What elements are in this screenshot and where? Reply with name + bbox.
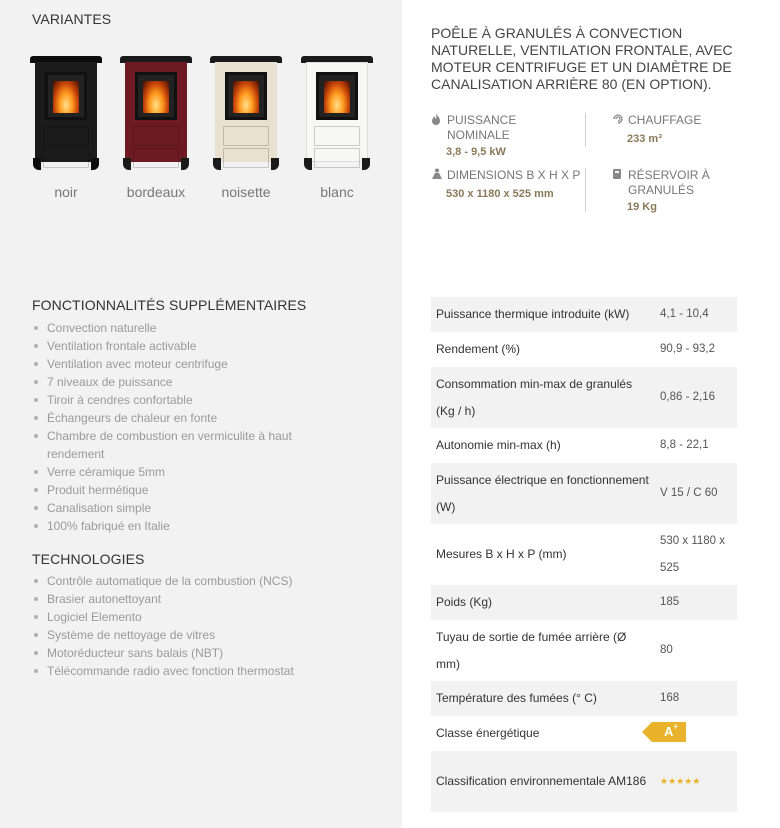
specs-table [431,297,737,812]
list-item: Logiciel Elemento [32,608,362,626]
table-row [431,681,737,716]
list-item: 7 niveaux de puissance [32,373,332,391]
list-item: Échangeurs de chaleur en fonte [32,409,332,427]
list-item: Télécommande radio avec fonction thermostat [32,662,362,680]
list-item: Canalisation simple [32,499,332,517]
spec-label: RÉSERVOIR À GRANULÉS [628,168,710,197]
spec-label: PUISSANCE NOMINALE [447,113,517,142]
spec-dimensions [431,168,581,200]
row-value: 4,1 - 10,4 [655,297,737,332]
spec-label: CHAUFFAGE [628,113,702,127]
list-item: Contrôle automatique de la combustion (NCS) [32,572,362,590]
divider [585,168,586,212]
technologies-title: TECHNOLOGIES [32,551,145,567]
table-row [431,297,737,332]
variant-label: noisette [221,184,271,200]
row-value [655,716,737,751]
stove-image-noisette [213,56,279,170]
list-item: Chambre de combustion en vermiculite à haut rendement [32,427,332,463]
spec-value: 530 x 1180 x 525 mm [446,188,554,200]
row-label: Puissance électrique en fonctionnement (W) [431,463,655,524]
spec-tank [612,168,742,213]
star-rating-icon: ★★★★★ [660,776,701,786]
technologies-list [32,572,362,680]
row-label: Tuyau de sortie de fumée arrière (Ø mm) [436,629,627,671]
spec-power [431,113,581,158]
energy-class-plus: + [673,722,679,731]
variant-label: blanc [320,184,354,200]
features-list [32,319,332,535]
product-title: POÊLE À GRANULÉS À CONVECTION NATURELLE, VENTILATION FRONTALE, AVEC MOTEUR CENTRIFUGE ET UN DIAMÈTRE DE CANALISATION ARRIÈRE 80 (EN OPTION). [431,25,733,92]
variant-bordeaux[interactable] [117,56,195,200]
table-row [431,367,737,428]
stove-image-bordeaux [123,56,189,170]
row-label: Consommation min-max de granulés (Kg / h) [431,367,655,428]
row-label: Poids (Kg) [431,585,655,620]
table-row [431,428,737,463]
variant-label: bordeaux [126,184,186,200]
list-item: Brasier autonettoyant [32,590,362,608]
list-item: Ventilation frontale activable [32,337,332,355]
row-value: 530 x 1180 x 525 [660,534,726,574]
list-item: Système de nettoyage de vitres [32,626,362,644]
variant-blanc[interactable] [298,56,376,200]
variants-title: VARIANTES [32,11,112,27]
table-row [431,463,737,524]
spec-value: 233 m³ [627,133,662,145]
row-value [655,751,737,812]
spec-value: 19 Kg [627,201,657,213]
stove-image-blanc [304,56,370,170]
list-item: Produit hermétique [32,481,332,499]
energy-class-value: A [664,724,674,739]
row-label: Autonomie min-max (h) [436,438,561,452]
list-item: 100% fabriqué en Italie [32,517,332,535]
features-title: FONCTIONNALITÉS SUPPLÉMENTAIRES [32,297,307,313]
variant-noisette[interactable] [207,56,285,200]
row-value: 90,9 - 93,2 [660,343,715,355]
row-value: 185 [655,585,737,620]
row-value: V 15 / C 60 [655,463,737,524]
variant-label: noir [54,184,78,200]
table-row [431,620,737,681]
heating-icon [612,113,624,130]
table-row [431,585,737,620]
table-row [431,524,737,585]
list-item: Convection naturelle [32,319,332,337]
dimensions-icon [431,168,443,185]
table-row [431,716,737,751]
stove-image-noir [33,56,99,170]
energy-class-badge [652,722,686,742]
row-label: Température des fumées (° C) [431,681,655,716]
row-value: 0,86 - 2,16 [655,367,737,428]
tank-icon [612,168,624,185]
row-label: Puissance thermique introduite (kW) [431,297,655,332]
list-item: Tiroir à cendres confortable [32,391,332,409]
row-value: 168 [655,681,737,716]
list-item: Ventilation avec moteur centrifuge [32,355,332,373]
row-label: Classe énergétique [436,726,540,740]
row-label: Rendement (%) [436,342,521,356]
spec-value: 3,8 - 9,5 kW [446,146,506,158]
variant-noir[interactable] [27,56,105,200]
spec-label: DIMENSIONS B X H X P [447,168,581,182]
list-item: Motoréducteur sans balais (NBT) [32,644,362,662]
row-value: 8,8 - 22,1 [660,439,709,451]
spec-heating [612,113,762,145]
flame-icon [431,113,443,130]
table-row [431,751,737,812]
row-label: Mesures B x H x P (mm) [436,547,567,561]
list-item: Verre céramique 5mm [32,463,332,481]
row-label: Classification environnementale AM186 [431,751,655,812]
row-value: 80 [660,644,673,656]
table-row [431,332,737,367]
divider [585,113,586,147]
